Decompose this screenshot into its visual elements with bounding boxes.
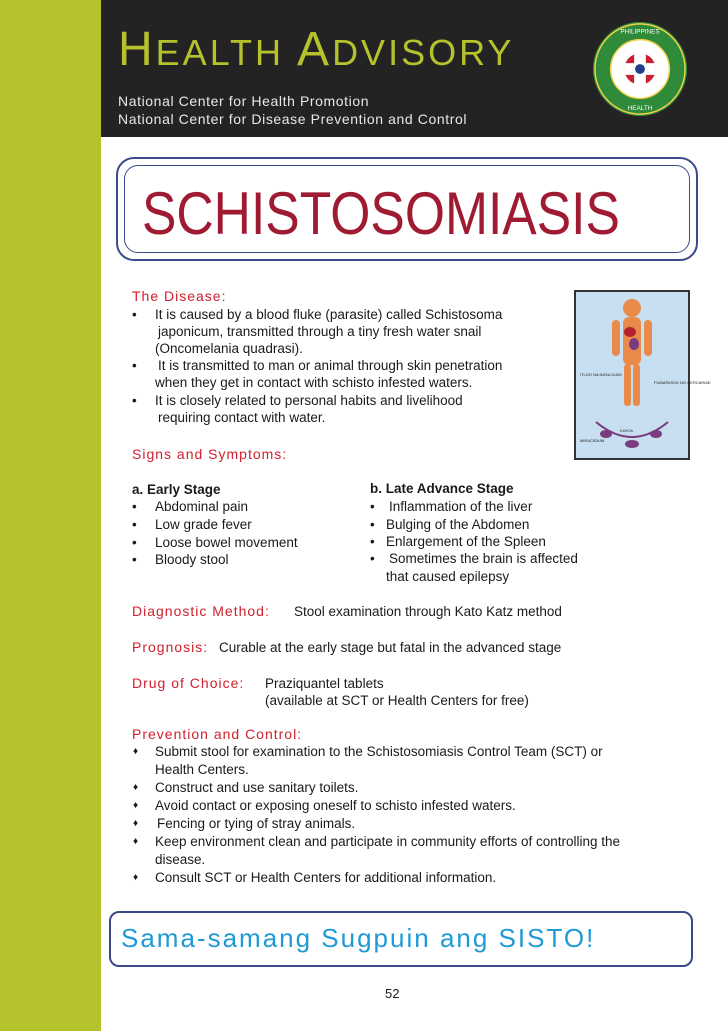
lifecycle-figure-svg — [576, 292, 711, 458]
late-symptom-2: Bulging of the Abdomen — [386, 517, 530, 532]
diamond-bullet: ♦ — [133, 836, 139, 847]
header-banner — [101, 0, 728, 137]
prevention-line-6: Keep environment clean and participate in community efforts of controlling the — [155, 834, 621, 849]
prevention-line-3: Construct and use sanitary toilets. — [155, 780, 359, 795]
disease-line-6: It is closely related to personal habits and livelihood — [155, 393, 463, 408]
bullet: • — [370, 534, 375, 549]
late-symptom-4: Sometimes the brain is affected — [389, 551, 578, 566]
bullet: • — [132, 358, 137, 373]
disease-line-1: It is caused by a blood fluke (parasite) called Schistosoma — [155, 307, 503, 322]
header-subtitle-1: National Center for Health Promotion — [118, 93, 370, 109]
bullet: • — [132, 517, 137, 532]
prevention-line-7: disease. — [155, 852, 206, 867]
disease-line-5: when they get in contact with schisto infested waters. — [155, 375, 473, 390]
illus-label-2: PUMAPASOK NG CERCARIAE — [654, 380, 711, 385]
disease-line-7: requiring contact with water. — [158, 410, 326, 425]
bullet: • — [132, 307, 137, 322]
illus-label-3: KUHOL — [620, 428, 634, 433]
bullet: • — [370, 551, 375, 566]
title-box — [116, 157, 698, 261]
prevention-line-4: Avoid contact or exposing oneself to schisto infested waters. — [155, 798, 516, 813]
illus-label-4: MIRACIDIUM — [580, 438, 605, 443]
disease-line-4: It is transmitted to man or animal through skin penetration — [158, 358, 503, 373]
bullet: • — [370, 499, 375, 514]
svg-text:PHILIPPINES: PHILIPPINES — [620, 28, 660, 36]
header-title — [118, 22, 514, 77]
title-part-1: EALTH — [155, 32, 298, 73]
late-symptom-5: that caused epilepsy — [386, 569, 510, 584]
early-symptom-3: Loose bowel movement — [155, 535, 298, 550]
drug-line-2: (available at SCT or Health Centers for free) — [265, 693, 529, 708]
left-accent-bar — [0, 0, 101, 1031]
late-stage-title: b. Late Advance Stage — [370, 481, 514, 496]
diamond-bullet: ♦ — [133, 872, 139, 883]
prognosis-text: Curable at the early stage but fatal in the advanced stage — [219, 640, 562, 655]
title-initial-h: H — [118, 23, 156, 76]
svg-text:HEALTH: HEALTH — [627, 105, 653, 113]
slogan-text: Sama-samang Sugpuin ang SISTO! — [121, 923, 596, 953]
schistosoma-lifecycle-illustration — [574, 290, 711, 460]
bullet: • — [132, 552, 137, 567]
disease-line-2: japonicum, transmitted through a tiny fresh water snail — [158, 324, 482, 339]
bullet: • — [132, 393, 137, 408]
early-symptom-2: Low grade fever — [155, 517, 252, 532]
bullet: • — [132, 535, 137, 550]
page-title: SCHISTOSOMIASIS — [142, 180, 620, 247]
slogan-box — [109, 911, 693, 967]
drug-heading: Drug of Choice: — [132, 675, 245, 691]
bullet: • — [370, 517, 375, 532]
early-stage-title: a. Early Stage — [132, 482, 221, 497]
diamond-bullet: ♦ — [133, 818, 139, 829]
diamond-bullet: ♦ — [133, 746, 139, 757]
signs-heading: Signs and Symptoms: — [132, 446, 288, 462]
doh-seal-logo — [591, 20, 689, 118]
diagnostic-text: Stool examination through Kato Katz method — [294, 604, 562, 619]
illus-label-1: ITLOG NA NASA DUMI — [580, 372, 622, 377]
prevention-line-2: Health Centers. — [155, 762, 249, 777]
prevention-line-8: Consult SCT or Health Centers for additional information. — [155, 870, 497, 885]
prevention-heading: Prevention and Control: — [132, 726, 303, 742]
prevention-line-5: Fencing or tying of stray animals. — [157, 816, 356, 831]
bullet: • — [132, 499, 137, 514]
disease-line-3: (Oncomelania quadrasi). — [155, 341, 303, 356]
diamond-bullet: ♦ — [133, 800, 139, 811]
early-symptom-4: Bloody stool — [155, 552, 229, 567]
early-symptom-1: Abdominal pain — [155, 499, 249, 514]
prevention-line-1: Submit stool for examination to the Schistosomiasis Control Team (SCT) or — [155, 744, 603, 759]
diagnostic-heading: Diagnostic Method: — [132, 603, 270, 619]
prognosis-heading: Prognosis: — [132, 639, 209, 655]
page-number: 52 — [385, 986, 400, 1001]
late-symptom-1: Inflammation of the liver — [389, 499, 533, 514]
late-symptom-3: Enlargement of the Spleen — [386, 534, 546, 549]
title-initial-a: A — [297, 23, 333, 76]
drug-line-1: Praziquantel tablets — [265, 676, 384, 691]
header-subtitle-2: National Center for Disease Prevention and Control — [118, 111, 468, 127]
disease-heading: The Disease: — [132, 288, 227, 304]
title-part-2: DVISORY — [332, 32, 515, 73]
diamond-bullet: ♦ — [133, 782, 139, 793]
